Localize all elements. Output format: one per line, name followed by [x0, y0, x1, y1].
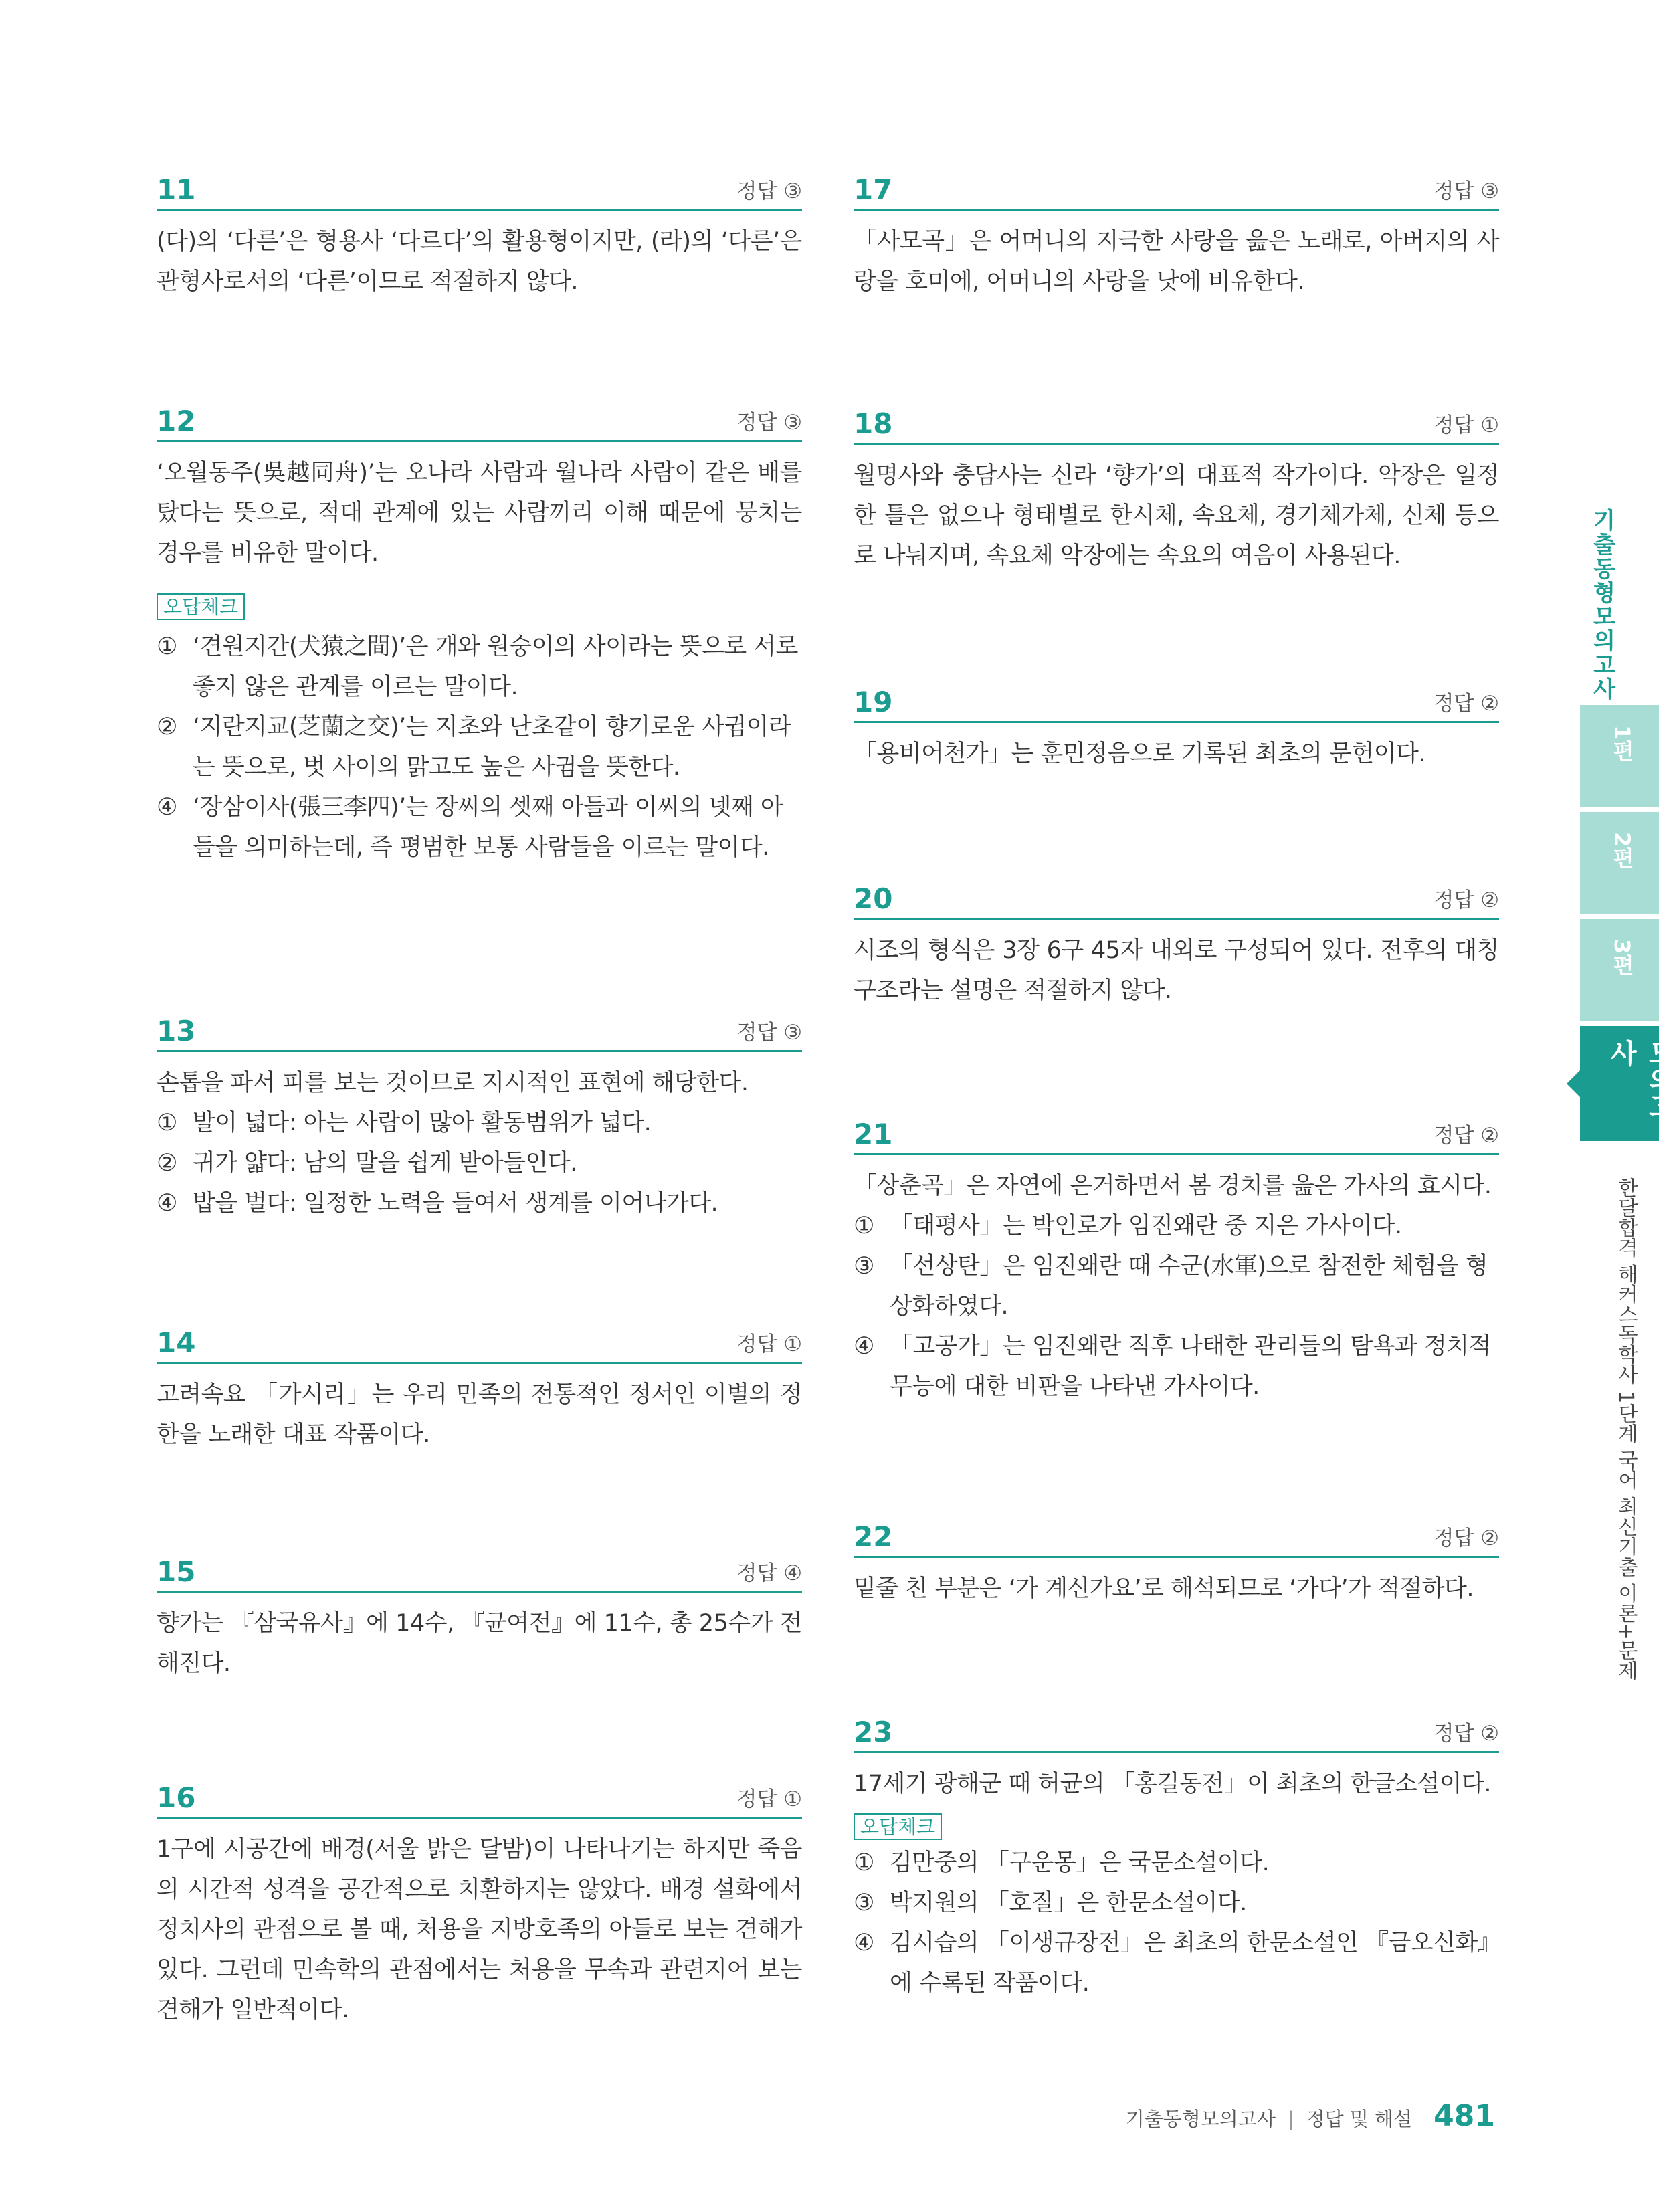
option-list [157, 627, 802, 868]
option-mark: ④ [854, 1930, 874, 1956]
question-number: 17 [854, 173, 893, 206]
explanation-text: 「사모곡」은 어머니의 지극한 사랑을 읊은 노래로, 아버지의 사랑을 호미에, 어머니의 사랑을 낫에 비유한다. [854, 228, 1499, 295]
question-number: 20 [854, 882, 893, 915]
list-item [854, 1246, 1499, 1326]
option-mark: ① [157, 633, 177, 660]
list-item [157, 1143, 802, 1183]
question-12 [157, 403, 802, 868]
question-22 [854, 1518, 1499, 1609]
book-title: 한달합격 해커스독학사 1단계 국어 최신기출 이론+문제 [1614, 1177, 1638, 1680]
question-header [854, 684, 1499, 723]
option-text: 발이 넓다: 아는 사람이 많아 활동범위가 넓다. [193, 1110, 652, 1136]
list-item [854, 1843, 1499, 1883]
section-title: 기출동형모의고사 [1589, 508, 1615, 701]
list-item [157, 1103, 802, 1143]
question-number: 16 [157, 1781, 196, 1814]
question-header [854, 171, 1499, 211]
question-14 [157, 1324, 802, 1455]
option-mark: ② [157, 714, 177, 740]
list-item [157, 1183, 802, 1223]
question-17 [854, 171, 1499, 302]
question-19 [854, 684, 1499, 774]
option-mark: ① [157, 1110, 177, 1136]
explanation-text: ‘오월동주(吳越同舟)’는 오나라 사람과 월나라 사람이 같은 배를 탔다는 뜻으로, 적대 관계에 있는 사람끼리 이해 때문에 뭉치는 경우를 비유한 말이다. [157, 460, 802, 567]
answer-label: 정답 ② [1434, 1722, 1499, 1746]
question-11 [157, 171, 802, 302]
question-header [157, 1553, 802, 1593]
question-13 [157, 1013, 802, 1223]
answer-label: 정답 ③ [736, 179, 802, 203]
list-item [157, 707, 802, 787]
option-text: 「태평사」는 박인로가 임진왜란 중 지은 가사이다. [890, 1213, 1402, 1239]
question-number: 13 [157, 1015, 196, 1047]
tab-label: 모의고사 [1606, 1039, 1675, 1120]
tab-mock-exam[interactable] [1580, 1026, 1675, 1141]
explanation-text: 「용비어천가」는 훈민정음으로 기록된 최초의 문헌이다. [854, 740, 1425, 767]
option-text: 김시습의 「이생규장전」은 최초의 한문소설인 『금오신화』에 수록된 작품이다. [890, 1930, 1489, 1997]
answer-label: 정답 ③ [736, 411, 802, 435]
tab-label: 2편 [1609, 832, 1635, 869]
footer-separator: | [1287, 2108, 1294, 2130]
question-15 [157, 1553, 802, 1684]
tab-part-2[interactable] [1580, 812, 1659, 914]
explanation-text: 월명사와 충담사는 신라 ‘향가’의 대표적 작가이다. 악장은 일정한 틀은 없으나 형태별로 한시체, 속요체, 경기체가체, 신체 등으로 나눠지며, 속요체 악장에는 속요의 여음이 사용된다. [854, 462, 1499, 569]
list-item [157, 787, 802, 868]
option-mark: ① [854, 1849, 874, 1876]
page-footer [1126, 2099, 1495, 2139]
active-tab-pointer [1567, 1070, 1580, 1097]
option-text: 귀가 얇다: 남의 말을 쉽게 받아들인다. [193, 1150, 577, 1177]
option-mark: ③ [854, 1253, 874, 1280]
explanation-text: (다)의 ‘다른’은 형용사 ‘다르다’의 활용형이지만, (라)의 ‘다른’은 관형사로서의 ‘다른’이므로 적절하지 않다. [157, 228, 802, 295]
question-number: 14 [157, 1326, 196, 1359]
list-item [157, 627, 802, 707]
list-item [854, 1326, 1499, 1407]
question-number: 11 [157, 173, 196, 206]
option-text: 「선상탄」은 임진왜란 때 수군(水軍)으로 참전한 체험을 형상화하였다. [890, 1253, 1488, 1320]
explanation-text: 시조의 형식은 3장 6구 45자 내외로 구성되어 있다. 전후의 대칭 구조라는 설명은 적절하지 않다. [854, 937, 1499, 1004]
footer-subtitle: 정답 및 해설 [1306, 2108, 1413, 2130]
question-header [854, 880, 1499, 920]
question-number: 19 [854, 686, 893, 718]
explanation-text: 손톱을 파서 피를 보는 것이므로 지시적인 표현에 해당한다. [157, 1070, 749, 1096]
wrong-answer-check-label: 오답체크 [157, 593, 245, 620]
tab-label: 1편 [1609, 725, 1635, 762]
question-number: 21 [854, 1118, 893, 1150]
tab-part-3[interactable] [1580, 919, 1659, 1021]
explanation-text: 고려속요 「가시리」는 우리 민족의 전통적인 정서인 이별의 정한을 노래한 대표 작품이다. [157, 1381, 802, 1448]
question-20 [854, 880, 1499, 1011]
list-item [854, 1206, 1499, 1246]
explanation-text: 밑줄 친 부분은 ‘가 계신가요’로 해석되므로 ‘가다’가 적절하다. [854, 1575, 1474, 1602]
option-text: 밥을 벌다: 일정한 노력을 들여서 생계를 이어나가다. [193, 1190, 718, 1217]
answer-label: 정답 ② [1434, 888, 1499, 912]
page-number: 481 [1434, 2099, 1495, 2133]
list-item [854, 1883, 1499, 1923]
question-header [157, 1324, 802, 1364]
question-header [854, 405, 1499, 445]
answer-label: 정답 ③ [736, 1021, 802, 1045]
option-mark: ③ [854, 1890, 874, 1916]
answer-label: 정답 ① [1434, 413, 1499, 437]
option-mark: ④ [157, 794, 177, 821]
answer-label: 정답 ① [736, 1332, 802, 1356]
question-16 [157, 1779, 802, 2030]
question-header [157, 403, 802, 442]
tab-part-1[interactable] [1580, 705, 1659, 807]
question-header [157, 1013, 802, 1052]
question-header [854, 1714, 1499, 1753]
option-list [854, 1843, 1499, 2003]
question-header [157, 1779, 802, 1819]
question-number: 15 [157, 1555, 196, 1588]
explanation-text: 17세기 광해군 때 허균의 「홍길동전」이 최초의 한글소설이다. [854, 1771, 1492, 1797]
option-list [854, 1206, 1499, 1407]
option-mark: ④ [854, 1333, 874, 1360]
question-header [157, 171, 802, 211]
answer-label: 정답 ④ [736, 1561, 802, 1585]
option-text: 박지원의 「호질」은 한문소설이다. [890, 1890, 1247, 1916]
question-number: 12 [157, 405, 196, 437]
explanation-text: 향가는 『삼국유사』에 14수, 『균여전』에 11수, 총 25수가 전해진다. [157, 1610, 802, 1677]
option-text: 「고공가」는 임진왜란 직후 나태한 관리들의 탐욕과 정치적 무능에 대한 비판을 나타낸 가사이다. [890, 1333, 1491, 1400]
question-number: 23 [854, 1716, 893, 1748]
answer-label: 정답 ② [1434, 692, 1499, 716]
answer-label: 정답 ② [1434, 1526, 1499, 1550]
option-text: ‘지란지교(芝蘭之交)’는 지초와 난초같이 향기로운 사귐이라는 뜻으로, 벗 사이의 맑고도 높은 사귐을 뜻한다. [193, 714, 791, 781]
question-header [854, 1116, 1499, 1155]
question-21 [854, 1116, 1499, 1407]
footer-title: 기출동형모의고사 [1125, 2108, 1276, 2130]
explanation-text: 1구에 시공간에 배경(서울 밝은 달밤)이 나타나기는 하지만 죽음의 시간적 성격을 공간적으로 치환하지는 않았다. 배경 설화에서 정치사의 관점으로 볼 때, 처용을 지방호족의 아들로 보는 견해가 있다. 그런데 민속학의 관점에서는 처용을 무속과 관련지어 보는 견해가 일반적이다. [157, 1836, 802, 2023]
option-mark: ② [157, 1150, 177, 1177]
option-mark: ④ [157, 1190, 177, 1217]
question-number: 18 [854, 407, 893, 440]
question-number: 22 [854, 1520, 893, 1553]
option-mark: ① [854, 1213, 874, 1239]
list-item [854, 1923, 1499, 2003]
question-18 [854, 405, 1499, 576]
explanation-text: 「상춘곡」은 자연에 은거하면서 봄 경치를 읊은 가사의 효시다. [854, 1173, 1492, 1199]
answer-label: 정답 ① [736, 1787, 802, 1811]
question-header [854, 1518, 1499, 1558]
question-23 [854, 1714, 1499, 2003]
option-list [157, 1103, 802, 1223]
answer-label: 정답 ③ [1434, 179, 1499, 203]
tab-label: 3편 [1609, 939, 1635, 976]
option-text: 김만중의 「구운몽」은 국문소설이다. [890, 1849, 1270, 1876]
option-text: ‘장삼이사(張三李四)’는 장씨의 셋째 아들과 이씨의 넷째 아들을 의미하는데, 즉 평범한 보통 사람들을 이르는 말이다. [193, 794, 783, 861]
answer-label: 정답 ② [1434, 1124, 1499, 1148]
wrong-answer-check-label: 오답체크 [854, 1813, 942, 1840]
option-text: ‘견원지간(犬猿之間)’은 개와 원숭이의 사이라는 뜻으로 서로 좋지 않은 관계를 이르는 말이다. [193, 633, 798, 700]
